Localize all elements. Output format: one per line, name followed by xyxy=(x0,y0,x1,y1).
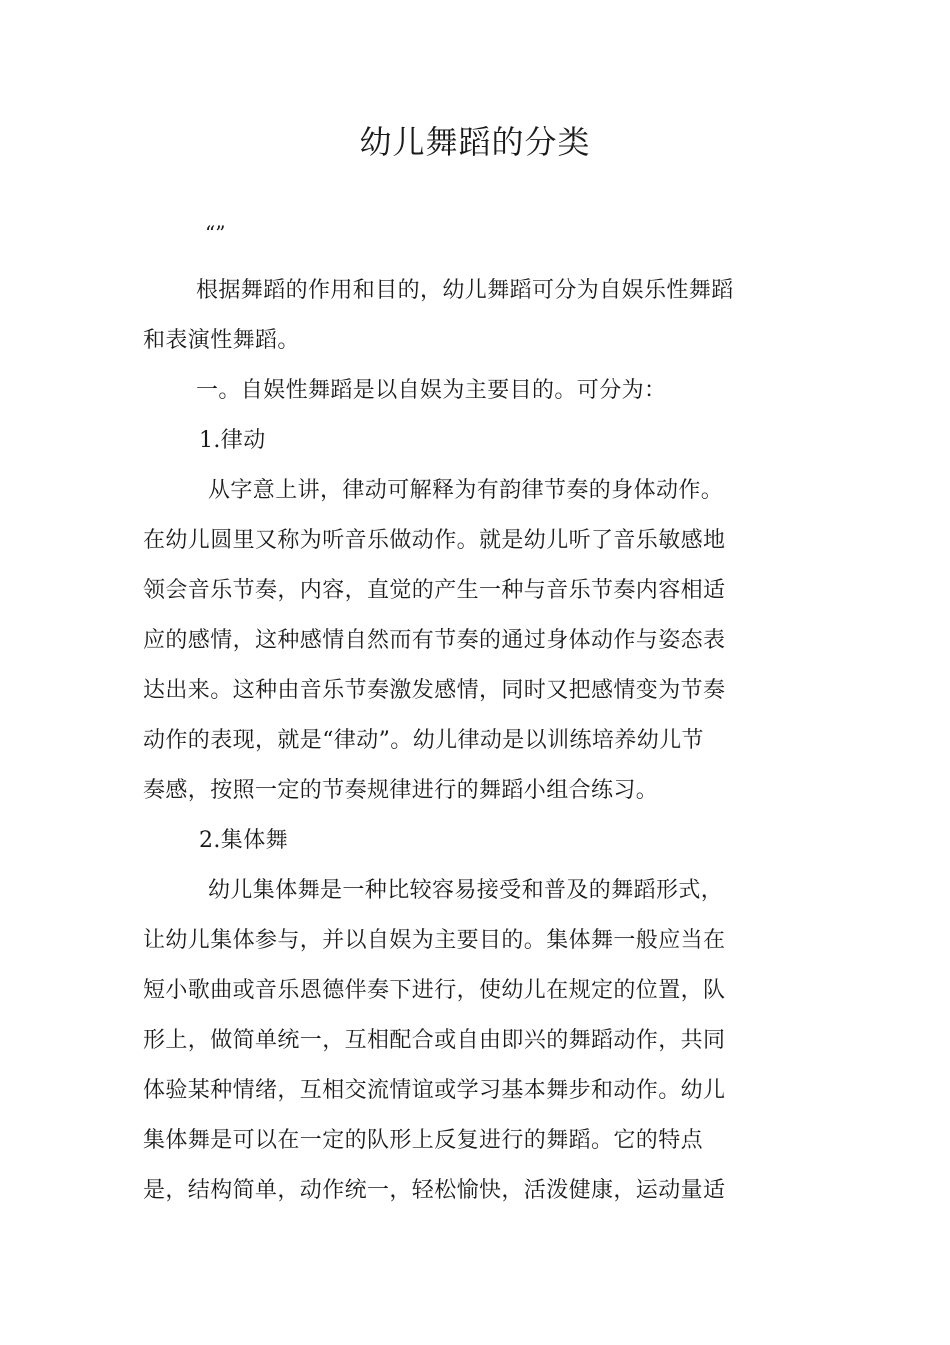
paragraph-line: 形上，做简单统一，互相配合或自由即兴的舞蹈动作，共同 xyxy=(143,1028,726,1053)
paragraph-line: 让幼儿集体参与，并以自娱为主要目的。集体舞一般应当在 xyxy=(143,928,726,953)
paragraph-line: 是，结构简单，动作统一，轻松愉快，活泼健康，运动量适 xyxy=(143,1178,726,1203)
paragraph-line: 在幼儿圆里又称为听音乐做动作。就是幼儿听了音乐敏感地 xyxy=(143,528,726,553)
subsection-heading: 2.集体舞 xyxy=(199,828,288,853)
paragraph-line: 幼儿集体舞是一种比较容易接受和普及的舞蹈形式， xyxy=(208,878,724,903)
subsection-heading: 1.律动 xyxy=(199,428,266,453)
quote-mark: “” xyxy=(205,221,226,245)
paragraph-line: 达出来。这种由音乐节奏激发感情，同时又把感情变为节奏 xyxy=(143,678,726,703)
paragraph-line: 应的感情，这种感情自然而有节奏的通过身体动作与姿态表 xyxy=(143,628,726,653)
paragraph-line: 领会音乐节奏，内容，直觉的产生一种与音乐节奏内容相适 xyxy=(143,578,726,603)
paragraph-line: 根据舞蹈的作用和目的，幼儿舞蹈可分为自娱乐性舞蹈 xyxy=(196,278,734,303)
paragraph-line: 和表演性舞蹈。 xyxy=(143,328,300,353)
paragraph-line: 动作的表现，就是“律动”。幼儿律动是以训练培养幼儿节 xyxy=(143,728,704,753)
section-heading: 一。自娱性舞蹈是以自娱为主要目的。可分为： xyxy=(196,378,667,403)
paragraph-line: 短小歌曲或音乐恩德伴奏下进行，使幼儿在规定的位置，队 xyxy=(143,978,726,1003)
paragraph-line: 奏感，按照一定的节奏规律进行的舞蹈小组合练习。 xyxy=(143,778,659,803)
paragraph-line: 从字意上讲，律动可解释为有韵律节奏的身体动作。 xyxy=(208,478,724,503)
paragraph-line: 集体舞是可以在一定的队形上反复进行的舞蹈。它的特点 xyxy=(143,1128,704,1153)
document-title: 幼儿舞蹈的分类 xyxy=(359,123,591,161)
paragraph-line: 体验某种情绪，互相交流情谊或学习基本舞步和动作。幼儿 xyxy=(143,1078,726,1103)
